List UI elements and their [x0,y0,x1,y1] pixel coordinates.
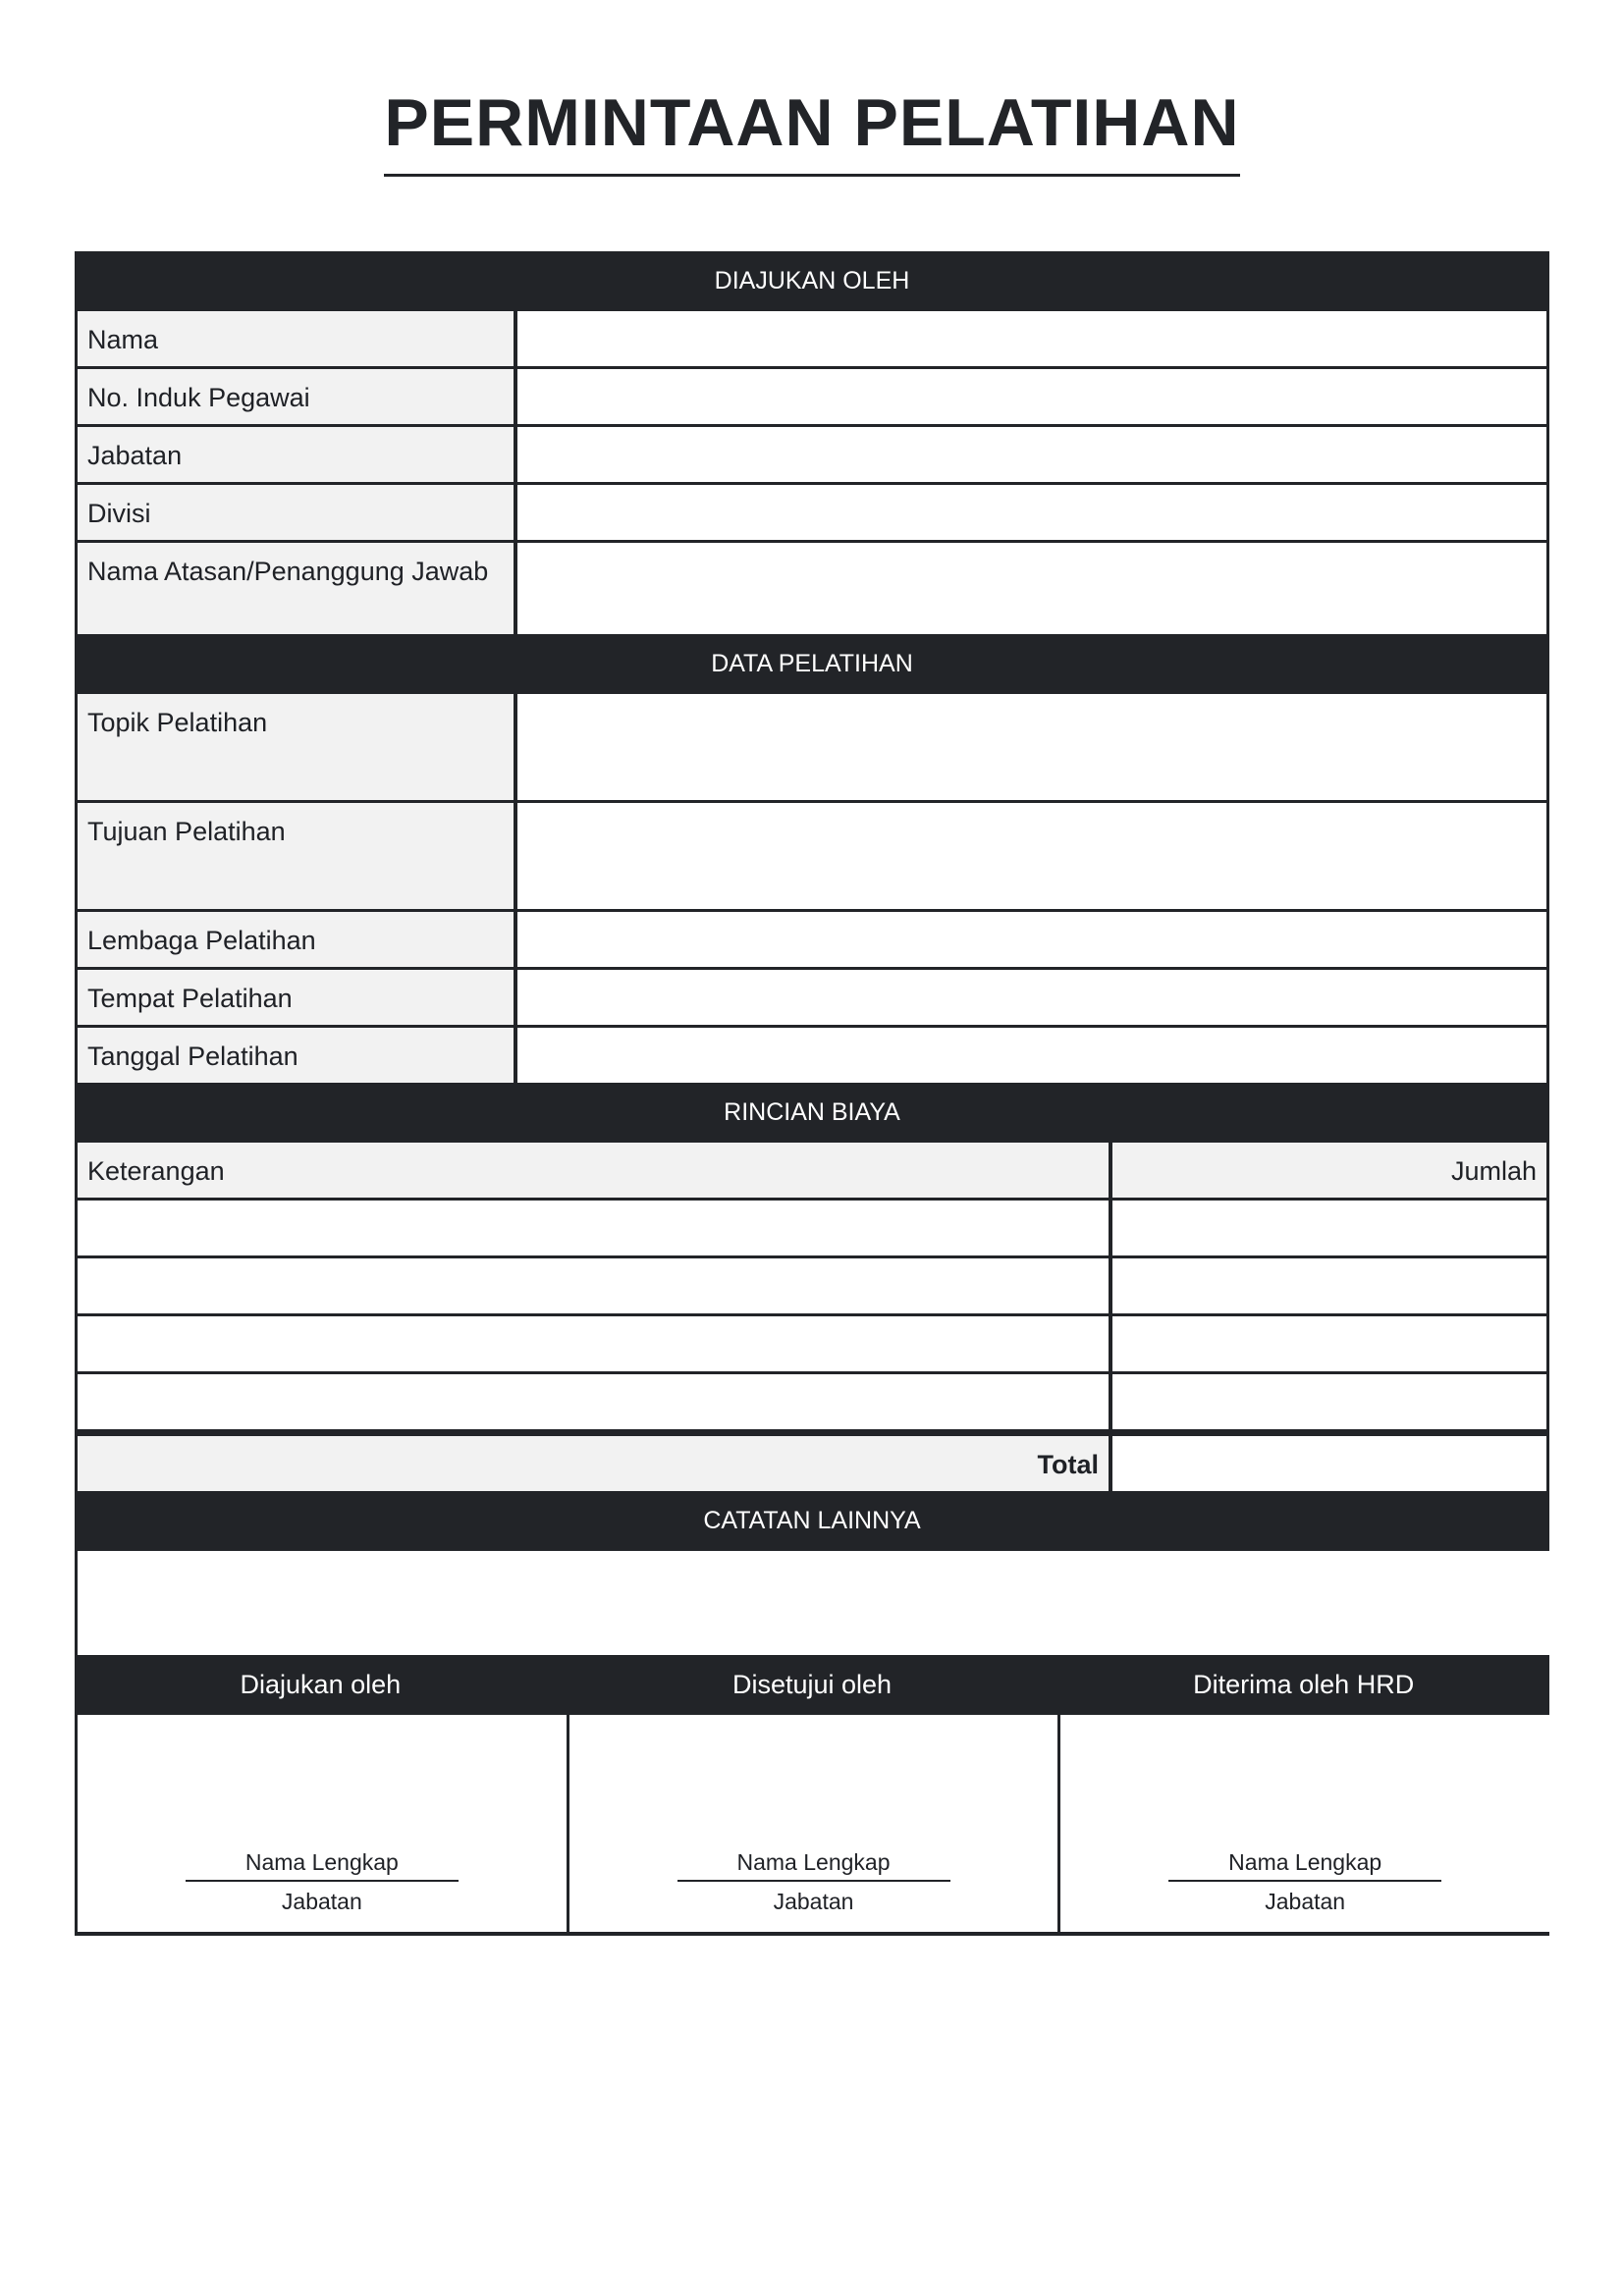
cost-description-cell[interactable] [78,1374,1112,1429]
column-header-description: Keterangan [78,1143,1112,1198]
field-label: Nama [78,311,517,366]
table-row [78,1316,1546,1374]
cost-description-cell[interactable] [78,1201,1112,1255]
signature-heading-approved: Disetujui oleh [731,1670,893,1699]
cost-amount-cell[interactable] [1112,1374,1546,1429]
cost-table-header [78,1143,1546,1201]
field-label: Topik Pelatihan [78,694,517,800]
field-row-atasan [78,543,1546,634]
signature-boxes [75,1715,1549,1936]
field-row-tempat [78,970,1546,1028]
cost-amount-cell[interactable] [1112,1201,1546,1255]
field-input-tujuan[interactable] [517,803,1546,909]
field-row-divisi [78,485,1546,543]
field-label: Tempat Pelatihan [78,970,517,1025]
field-label: Nama Atasan/Penanggung Jawab [78,543,517,634]
field-input-atasan[interactable] [517,543,1546,634]
signature-box-approved[interactable] [569,1715,1061,1932]
field-row-lembaga [78,912,1546,970]
field-label: Tujuan Pelatihan [78,803,517,909]
field-input-lembaga[interactable] [517,912,1546,967]
field-input-tempat[interactable] [517,970,1546,1025]
signature-headers [75,1655,1549,1715]
title-block [0,86,1624,177]
cost-amount-cell[interactable] [1112,1316,1546,1371]
signature-heading-submitted: Diajukan oleh [240,1670,402,1699]
field-input-jabatan[interactable] [517,427,1546,482]
field-label: Jabatan [78,427,517,482]
training-request-form [75,251,1549,1936]
table-row [78,1258,1546,1316]
field-input-topik[interactable] [517,694,1546,800]
section-header-training-data: DATA PELATIHAN [75,634,1549,694]
field-row-tujuan [78,803,1546,912]
cost-description-cell[interactable] [78,1258,1112,1313]
signature-name-line: Nama Lengkap [1168,1847,1441,1882]
total-label: Total [78,1436,1112,1491]
training-grid [75,694,1549,1083]
notes-field[interactable] [75,1551,1549,1655]
page-title: PERMINTAAN PELATIHAN [384,86,1239,177]
field-label: Tanggal Pelatihan [78,1028,517,1083]
table-row [78,1201,1546,1258]
field-row-nip [78,369,1546,427]
field-input-divisi[interactable] [517,485,1546,540]
signature-position: Jabatan [773,1889,854,1914]
column-header-amount: Jumlah [1112,1143,1546,1198]
total-value[interactable] [1112,1436,1546,1491]
section-header-submitted-by: DIAJUKAN OLEH [75,251,1549,311]
signature-position: Jabatan [281,1889,362,1914]
field-input-nip[interactable] [517,369,1546,424]
submitter-grid [75,311,1549,634]
section-header-cost-details: RINCIAN BIAYA [75,1083,1549,1143]
cost-table [75,1143,1549,1491]
field-label: Divisi [78,485,517,540]
signature-name-line: Nama Lengkap [677,1847,950,1882]
field-row-tanggal [78,1028,1546,1083]
field-row-topik [78,694,1546,803]
signature-box-hrd[interactable] [1060,1715,1549,1932]
signature-box-submitted[interactable] [78,1715,569,1932]
cost-amount-cell[interactable] [1112,1258,1546,1313]
field-row-nama [78,311,1546,369]
section-header-other-notes: CATATAN LAINNYA [75,1491,1549,1551]
field-input-nama[interactable] [517,311,1546,366]
total-row [78,1432,1546,1491]
field-label: Lembaga Pelatihan [78,912,517,967]
field-input-tanggal[interactable] [517,1028,1546,1083]
signature-name-line: Nama Lengkap [186,1847,459,1882]
field-row-jabatan [78,427,1546,485]
signature-position: Jabatan [1265,1889,1346,1914]
signature-heading-hrd: Diterima oleh HRD [1193,1670,1415,1699]
cost-description-cell[interactable] [78,1316,1112,1371]
table-row [78,1374,1546,1432]
field-label: No. Induk Pegawai [78,369,517,424]
